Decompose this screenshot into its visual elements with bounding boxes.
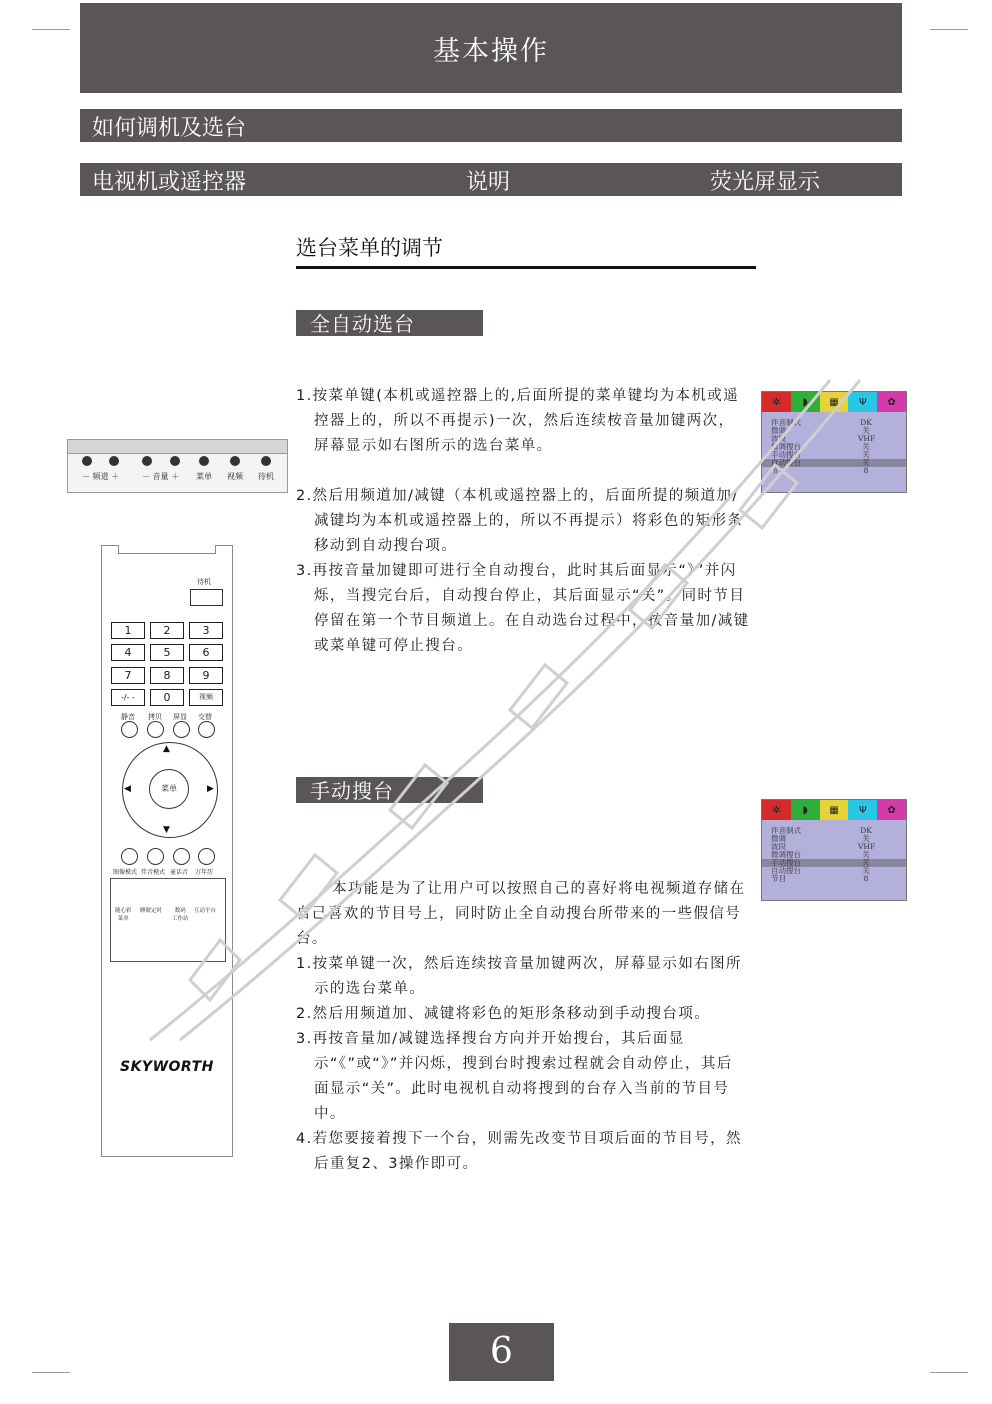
volume-label: － 音量 ＋ [142, 472, 180, 481]
digit-mode-button[interactable]: -/- - [111, 689, 145, 706]
auto-step-2: 2.然后用频道加/减键（本机或遥控器上的，后面所提的频道加/减键均为本机或遥控器上的，所以不再提示）将彩色的矩形条移动到自动搜台项。 [296, 488, 744, 554]
osd-row: 微调 关 [771, 426, 870, 435]
osd-row: 节目 8 [771, 874, 869, 883]
osd-row-highlighted: 自动搜台 关 [762, 459, 906, 467]
interactive-label[interactable]: 互动平台 [194, 908, 217, 914]
digit-7-button[interactable]: 7 [111, 667, 145, 684]
manual-step-1: 1.按菜单键一次，然后连续按音量加键两次，屏幕显示如右图所示的选台菜单。 [296, 956, 742, 997]
left-arrow-icon[interactable]: ◀ [124, 784, 131, 794]
standby-label: 待机 [258, 472, 274, 481]
function-icon: Ψ [848, 392, 877, 412]
clock-icon: ✿ [877, 800, 906, 820]
sound-icon: ◗ [791, 392, 820, 412]
digit-8-button[interactable]: 8 [150, 667, 184, 684]
digit-4-button[interactable]: 4 [111, 644, 145, 661]
copy-label: 拷贝 [148, 713, 162, 721]
osd-row: 自动搜台 关 [771, 866, 870, 875]
auto-search-steps [296, 384, 750, 659]
osd-row: 节目 8 [771, 466, 869, 475]
channel-icon: ▦ [820, 800, 849, 820]
display-label: 屏显 [173, 713, 187, 721]
remote-control [101, 545, 233, 1157]
manual-step-4: 4.若您要接着搜下一个台，则需先改变节目项后面的节目号，然后重复2、3操作即可。 [296, 1131, 742, 1172]
column-header-screen: 荧光屏显示 [710, 170, 821, 195]
osd-row-highlighted: 手动搜台 关 [762, 859, 906, 867]
manual-search-tag: 手动搜台 [296, 777, 483, 803]
story-sound-label: 童话音 [170, 869, 189, 876]
standby-button[interactable] [190, 589, 223, 606]
channel-label: － 频道 ＋ [82, 472, 120, 481]
panel-top-strip [68, 440, 287, 454]
digit-5-button[interactable]: 5 [150, 644, 184, 661]
osd-row: 手动搜台 关 [771, 450, 870, 459]
mute-button[interactable] [121, 721, 138, 738]
copy-button[interactable] [147, 721, 164, 738]
volume-up-button[interactable] [170, 456, 180, 466]
crop-mark [32, 1372, 70, 1373]
auto-step-3: 3.再按音量加键即可进行全自动搜台，此时其后面显示“》”并闪烁，当搜完台后，自动搜台停止，其后面显示“关”。同时节目停留在第一个节目频道上。在自动选台过程中，按音量加/减键或菜单键可停止搜台。 [296, 563, 750, 654]
sound-icon: ◗ [791, 800, 820, 820]
section-title: 如何调机及选台 [80, 109, 902, 142]
osd-row: 伴音制式 DK [771, 418, 872, 427]
standby-button[interactable] [261, 456, 271, 466]
column-header-bar [80, 163, 902, 196]
crop-mark [930, 29, 968, 30]
menu-label: 菜单 [196, 472, 212, 481]
manual-step-2: 2.然后用频道加、减键将彩色的矩形条移动到手动搜台项。 [296, 1006, 711, 1022]
page-title: 基本操作 [80, 3, 902, 93]
osd-row: 波段 VHF [771, 842, 876, 851]
picture-mode-button[interactable] [121, 848, 138, 865]
manual-intro: 本功能是为了让用户可以按照自己的喜好将电视频道存储在自己喜欢的节目号上，同时防止全自动搜台所带来的一些假信号台。 [296, 881, 746, 947]
digit-9-button[interactable]: 9 [189, 667, 223, 684]
color-menu-label[interactable]: 随心彩 菜单 [115, 908, 132, 922]
osd-row: 伴音制式 DK [771, 826, 872, 835]
av-button[interactable]: 视频 [189, 689, 223, 706]
standby-label: 待机 [197, 578, 211, 586]
sound-mode-button[interactable] [147, 848, 164, 865]
subheading: 选台菜单的调节 [296, 236, 443, 260]
digit-6-button[interactable]: 6 [189, 644, 223, 661]
av-label: 视频 [227, 472, 243, 481]
up-arrow-icon[interactable]: ▲ [163, 744, 170, 754]
osd-row: 微调搜台 关 [771, 442, 870, 451]
function-icon: Ψ [848, 800, 877, 820]
column-header-description: 说明 [466, 170, 511, 195]
digit-2-button[interactable]: 2 [150, 622, 184, 639]
right-arrow-icon[interactable]: ▶ [207, 784, 214, 794]
picture-mode-label: 图像模式 [113, 869, 138, 876]
osd-row: 微调 关 [771, 834, 870, 843]
picture-icon: ✲ [762, 800, 791, 820]
digit-1-button[interactable]: 1 [111, 622, 145, 639]
menu-button[interactable]: 菜单 [149, 769, 189, 809]
skyworth-logo: SKYWORTH [120, 1059, 214, 1075]
osd-menu-manual [761, 799, 907, 901]
crop-mark [32, 29, 70, 30]
tv-front-panel [67, 439, 288, 493]
remote-ir-window [118, 545, 216, 554]
digital-station-label[interactable]: 数码 工作站 [172, 908, 189, 922]
sound-mode-label: 伴音模式 [141, 869, 166, 876]
auto-step-1: 1.按菜单键(本机或遥控器上的,后面所提的菜单键均为本机或遥控器上的，所以不再提示)一次，然后连续桉音量加键两次，屏幕显示如右图所示的选台菜单。 [296, 388, 740, 454]
manual-search-text [296, 877, 746, 1177]
column-header-device: 电视机或遥控器 [92, 170, 247, 195]
osd-row: 波段 VHF [771, 434, 876, 443]
auto-search-tag: 全自动选台 [296, 310, 483, 336]
swap-label: 交替 [198, 713, 212, 721]
clock-icon: ✿ [877, 392, 906, 412]
osd-icon-strip [762, 800, 906, 820]
display-button[interactable] [173, 721, 190, 738]
calendar-button[interactable] [198, 848, 215, 865]
channel-down-button[interactable] [82, 456, 92, 466]
digit-0-button[interactable]: 0 [150, 689, 184, 706]
av-button[interactable] [230, 456, 240, 466]
osd-icon-strip [762, 392, 906, 412]
crop-mark [930, 1372, 968, 1373]
channel-icon: ▦ [820, 392, 849, 412]
osd-row: 微调搜台 关 [771, 850, 870, 859]
digit-3-button[interactable]: 3 [189, 622, 223, 639]
down-arrow-icon[interactable]: ▼ [163, 825, 170, 835]
manual-step-3: 3.再按音量加/减键选择搜台方向并开始搜台，其后面显示“《”或“》”并闪烁，搜到台时搜索过程就会自动停止，其后面显示“关”。此时电视机自动将搜到的台存入当前的节目号中。 [296, 1031, 733, 1122]
swap-button[interactable] [198, 721, 215, 738]
picture-icon: ✲ [762, 392, 791, 412]
calendar-label: 万年历 [195, 869, 214, 876]
volume-down-button[interactable] [142, 456, 152, 466]
subheading-rule [296, 266, 756, 269]
osd-menu-auto [761, 391, 907, 493]
sleep-timer-label[interactable]: 睡眠定时 [140, 908, 163, 914]
page-number: 6 [449, 1323, 554, 1381]
menu-button[interactable] [199, 456, 209, 466]
story-sound-button[interactable] [173, 848, 190, 865]
mute-label: 静音 [121, 713, 135, 721]
channel-up-button[interactable] [109, 456, 119, 466]
